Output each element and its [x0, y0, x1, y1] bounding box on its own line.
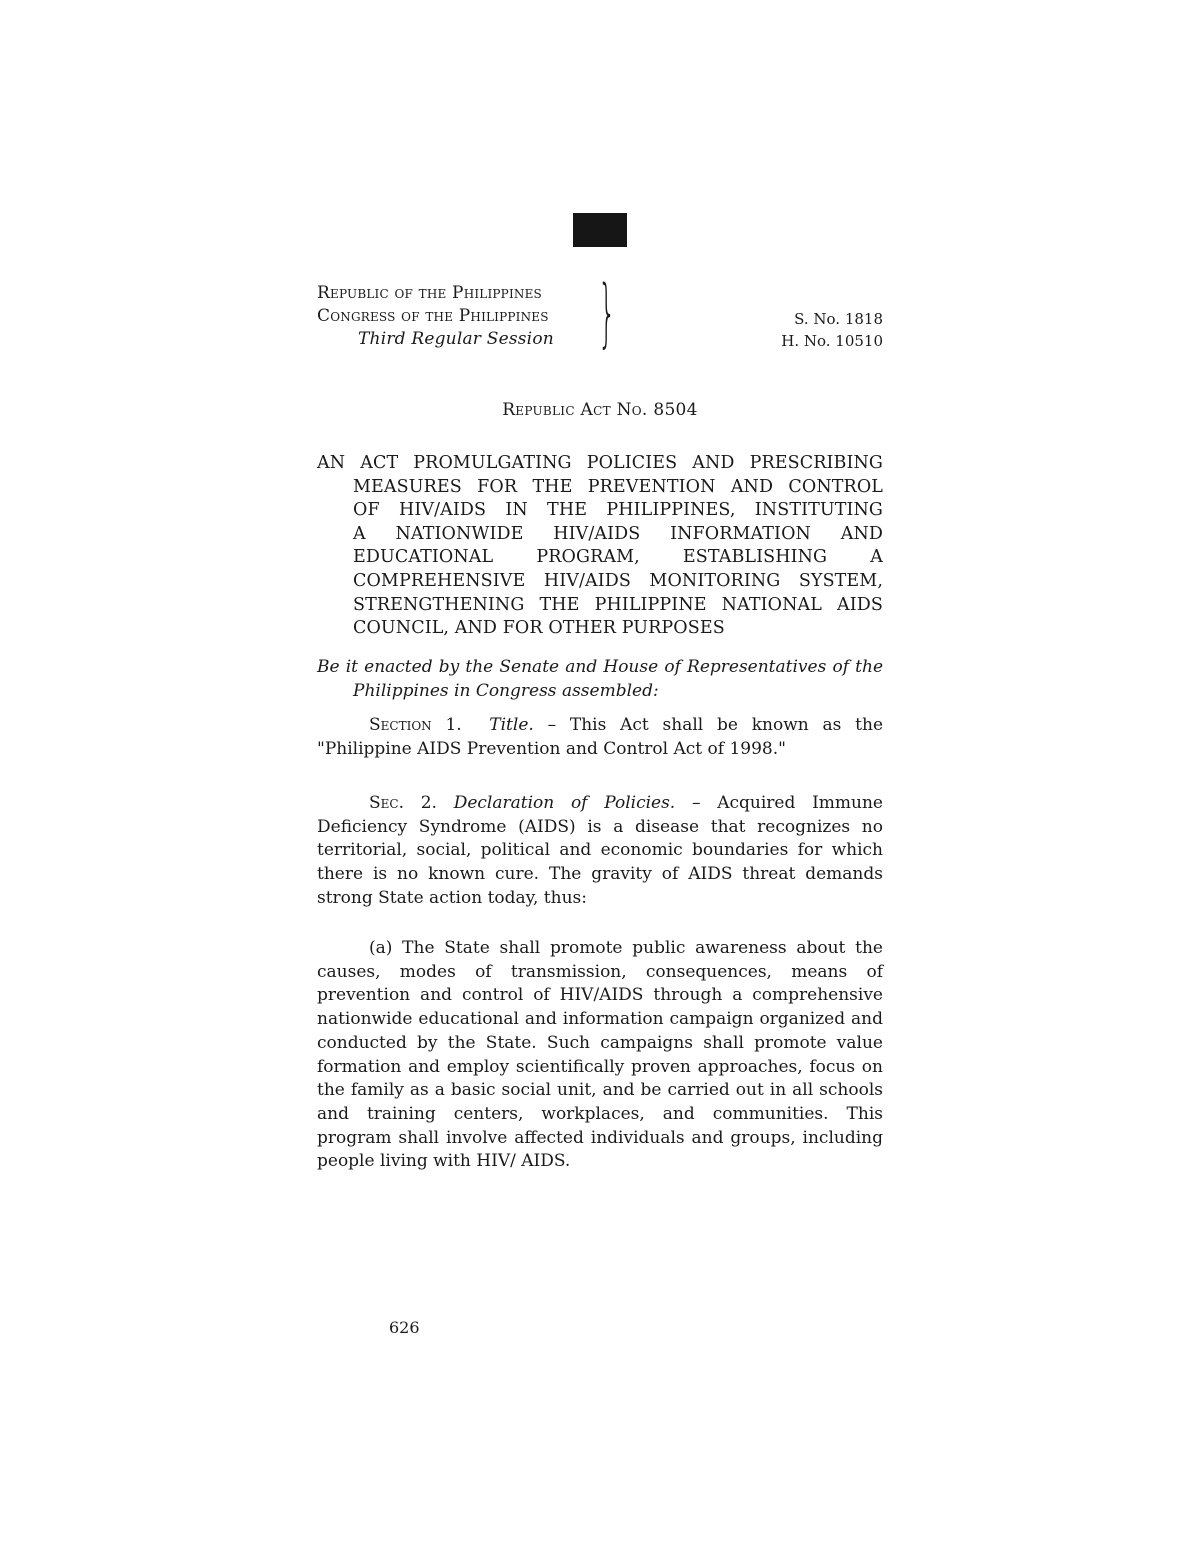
title-line: EDUCATIONAL PROGRAM, ESTABLISHING A — [353, 547, 883, 568]
title-line: A NATIONWIDE HIV/AIDS INFORMATION AND — [353, 523, 883, 544]
header-session: Third Regular Session — [358, 329, 554, 349]
title-line: AN ACT PROMULGATING POLICIES AND PRESCRIBING — [317, 453, 883, 473]
section-1 — [317, 714, 883, 761]
title-line: COMPREHENSIVE HIV/AIDS MONITORING SYSTEM, — [353, 570, 883, 591]
title-line: OF HIV/AIDS IN THE PHILIPPINES, INSTITUTING — [353, 500, 883, 521]
section-2 — [317, 792, 883, 911]
section-1-heading: Title. — [489, 715, 534, 735]
enacting-clause — [317, 655, 883, 703]
header-republic: Republic of the Philippines — [317, 283, 542, 303]
black-marker-block — [573, 213, 627, 247]
section-2-heading: Declaration of Policies. — [453, 793, 676, 813]
document-header — [317, 270, 883, 356]
header-congress: Congress of the Philippines — [317, 306, 549, 326]
header-left-block — [317, 282, 554, 351]
title-line: COUNCIL, AND FOR OTHER PURPOSES — [353, 618, 725, 639]
title-line: STRENGTHENING THE PHILIPPINE NATIONAL AIDS — [353, 594, 883, 615]
section-1-label: Section 1. — [369, 715, 462, 735]
section-2-label: Sec. 2. — [369, 793, 437, 813]
header-bill-numbers — [781, 308, 883, 352]
paragraph-a-text: (a) The State shall promote public awareness about the causes, modes of transmission, consequences, means of prevention and control of HIV/AIDS through a comprehensive nationwide educational and information campaign organized and conducted by the State. Such campaigns shall promote value formation and employ scientifically proven approaches, focus on the family as a basic social unit, and be carried out in all schools and training centers, workplaces, and communities. This program shall involve affected individuals and groups, including people living with HIV/ AIDS. — [317, 938, 883, 1172]
title-line: MEASURES FOR THE PREVENTION AND CONTROL — [353, 476, 883, 497]
section-1-text: – This Act shall be known as the "Philippine AIDS Prevention and Control Act of 1998." — [317, 715, 884, 759]
house-bill-number: H. No. 10510 — [781, 332, 883, 350]
paragraph-a — [317, 937, 883, 1174]
enacting-clause-line1: Be it enacted by the Senate and House of Representatives of the — [317, 657, 883, 677]
act-title — [317, 452, 883, 641]
brace-icon: } — [598, 270, 616, 356]
senate-bill-number: S. No. 1818 — [794, 310, 883, 328]
act-number: Republic Act No. 8504 — [502, 400, 698, 420]
page-number: 626 — [389, 1318, 420, 1337]
section-2-text: – Acquired Immune Deficiency Syndrome (AIDS) is a disease that recognizes no territorial, social, political and economic boundaries for which there is no known cure. The gravity of AIDS threat demands strong State action today, thus: — [317, 793, 883, 908]
enacting-clause-line2: Philippines in Congress assembled: — [353, 681, 659, 701]
